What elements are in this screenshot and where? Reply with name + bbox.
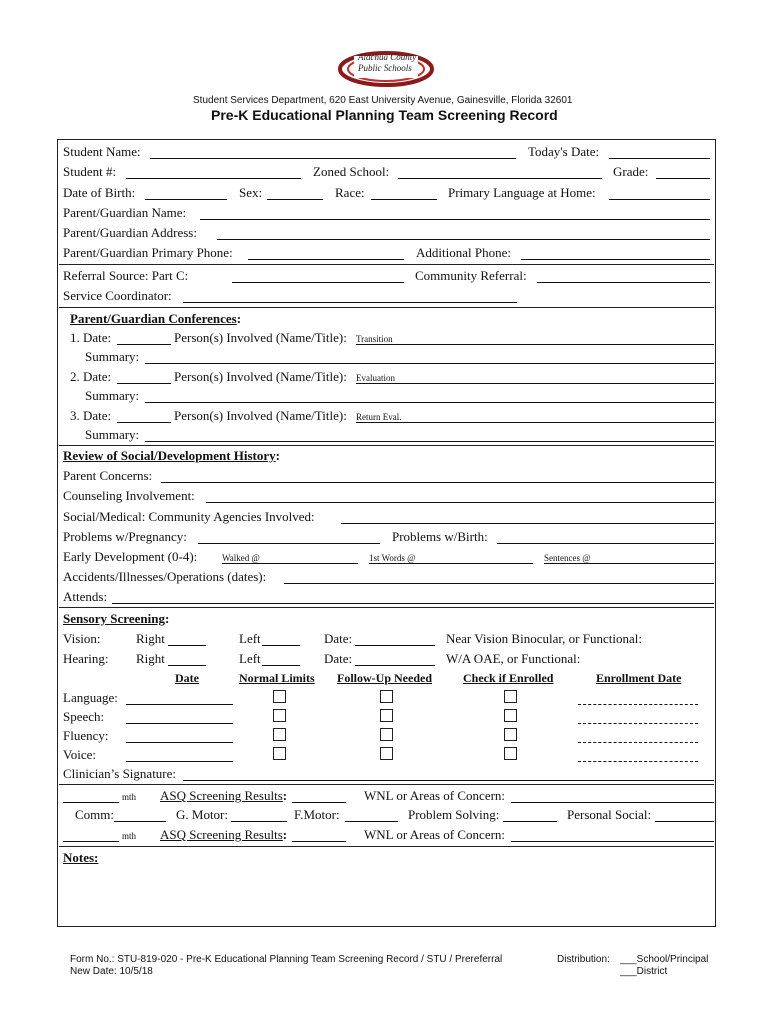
- walked-field[interactable]: [222, 563, 358, 564]
- col-header-enrollment-date: Enrollment Date: [596, 671, 682, 685]
- guardian-phone-label: Parent/Guardian Primary Phone:: [63, 245, 233, 260]
- sensory-heading: [63, 611, 169, 627]
- section-divider: [59, 307, 714, 308]
- asq2-results-label: [160, 827, 287, 843]
- voice-normal-checkbox[interactable]: [273, 747, 286, 760]
- language-followup-checkbox[interactable]: [380, 690, 393, 703]
- distribution-school[interactable]: ___School/Principal: [620, 954, 709, 965]
- hearing-label: Hearing:: [63, 651, 109, 666]
- fluency-date-field[interactable]: [126, 742, 233, 743]
- counseling-field[interactable]: [206, 502, 714, 503]
- sensory-heading-text: Sensory Screening: [63, 611, 165, 626]
- sensory-heading-colon: :: [164, 611, 170, 626]
- comm-field[interactable]: [114, 821, 166, 822]
- dob-label: Date of Birth:: [63, 185, 136, 200]
- asq1-wnl-label: WNL or Areas of Concern:: [364, 788, 506, 803]
- col-header-follow-up: Follow-Up Needed: [337, 671, 432, 685]
- gmotor-field[interactable]: [231, 821, 287, 822]
- voice-enrollment-date-field[interactable]: [578, 761, 698, 762]
- accidents-label: Accidents/Illnesses/Operations (dates):: [63, 569, 267, 584]
- new-date: New Date: 10/5/18: [70, 966, 153, 977]
- problem-solving-label: Problem Solving:: [408, 807, 500, 822]
- conference-3-summary-label: Summary:: [85, 427, 140, 442]
- vision-right-label: Right: [136, 631, 165, 646]
- asq2-results-field[interactable]: [292, 841, 346, 842]
- conference-2-summary-label: Summary:: [85, 388, 140, 403]
- voice-label: Voice:: [63, 747, 96, 762]
- asq1-months-field[interactable]: [63, 802, 119, 803]
- early-development-label: Early Development (0-4):: [63, 549, 198, 564]
- grade-field[interactable]: [656, 178, 710, 179]
- student-name-field[interactable]: [150, 158, 516, 159]
- clinician-signature-label: Clinician’s Signature:: [63, 766, 177, 781]
- gmotor-label: G. Motor:: [176, 807, 228, 822]
- form-number: Form No.: STU-819-020 - Pre-K Educational Planning Team Screening Record / STU / Prereferral: [70, 954, 503, 965]
- conference-2-date-label: 2. Date:: [70, 369, 112, 384]
- hearing-left-field[interactable]: [262, 665, 300, 666]
- sentences-label: Sentences @: [544, 553, 591, 563]
- race-field[interactable]: [371, 199, 437, 200]
- conference-2-date-field[interactable]: [117, 383, 171, 384]
- conference-1-summary-label: Summary:: [85, 349, 140, 364]
- speech-enrolled-checkbox[interactable]: [504, 709, 517, 722]
- todays-date-field[interactable]: [609, 158, 710, 159]
- fluency-label: Fluency:: [63, 728, 109, 743]
- community-referral-label: Community Referral:: [415, 268, 527, 283]
- first-words-label: 1st Words @: [369, 553, 416, 563]
- asq2-wnl-label: WNL or Areas of Concern:: [364, 827, 506, 842]
- asq2-wnl-field[interactable]: [511, 841, 714, 842]
- history-heading-colon: :: [275, 448, 280, 463]
- form-title: Pre-K Educational Planning Team Screening Record: [211, 107, 558, 123]
- section-divider: [59, 784, 714, 785]
- accidents-field[interactable]: [284, 583, 714, 584]
- language-label: Language:: [63, 690, 118, 705]
- hearing-left-label: Left: [239, 651, 261, 666]
- fluency-normal-checkbox[interactable]: [273, 728, 286, 741]
- birth-field[interactable]: [497, 543, 714, 544]
- community-referral-field[interactable]: [537, 282, 710, 283]
- parent-concerns-label: Parent Concerns:: [63, 468, 153, 483]
- notes-label: Notes:: [63, 850, 99, 865]
- social-medical-label: Social/Medical: Community Agencies Involved:: [63, 509, 315, 524]
- additional-phone-label: Additional Phone:: [416, 245, 511, 260]
- voice-enrolled-checkbox[interactable]: [504, 747, 517, 760]
- conferences-heading-text: Parent/Guardian Conferences: [70, 311, 237, 326]
- attends-field[interactable]: [112, 603, 714, 604]
- dob-field[interactable]: [145, 199, 227, 200]
- vision-right-field[interactable]: [168, 645, 206, 646]
- vision-date-field[interactable]: [355, 645, 435, 646]
- speech-followup-checkbox[interactable]: [380, 709, 393, 722]
- logo-text-line1: Alachua County: [358, 52, 417, 62]
- fluency-enrollment-date-field[interactable]: [578, 742, 698, 743]
- conference-1-summary-field[interactable]: [145, 363, 714, 364]
- speech-label: Speech:: [63, 709, 105, 724]
- guardian-name-label: Parent/Guardian Name:: [63, 205, 187, 220]
- oae-label: W/A OAE, or Functional:: [446, 651, 581, 666]
- conference-3-summary-field[interactable]: [145, 441, 714, 442]
- conference-1-date-label: 1. Date:: [70, 330, 112, 345]
- additional-phone-field[interactable]: [521, 259, 710, 260]
- col-header-check-enrolled: Check if Enrolled: [463, 671, 554, 685]
- counseling-label: Counseling Involvement:: [63, 488, 195, 503]
- conference-1-type: Transition: [356, 334, 393, 344]
- section-divider: [59, 445, 714, 446]
- primary-language-field[interactable]: [609, 199, 710, 200]
- history-heading: [63, 448, 280, 464]
- guardian-name-field[interactable]: [200, 219, 710, 220]
- student-number-label: Student #:: [63, 164, 117, 179]
- attends-label: Attends:: [63, 589, 108, 604]
- conference-2-persons-label: Person(s) Involved (Name/Title):: [174, 369, 347, 384]
- student-number-field[interactable]: [126, 178, 301, 179]
- personal-social-label: Personal Social:: [567, 807, 652, 822]
- voice-followup-checkbox[interactable]: [380, 747, 393, 760]
- referral-source-label: Referral Source: Part C:: [63, 268, 189, 283]
- first-words-field[interactable]: [369, 563, 533, 564]
- conferences-heading: [70, 311, 241, 327]
- sentences-field[interactable]: [544, 563, 714, 564]
- zoned-school-field[interactable]: [398, 178, 602, 179]
- asq1-mth-label: mth: [122, 792, 137, 802]
- asq2-results-text: ASQ Screening Results: [160, 827, 283, 842]
- fluency-enrolled-checkbox[interactable]: [504, 728, 517, 741]
- pregnancy-field[interactable]: [198, 543, 380, 544]
- clinician-signature-field[interactable]: [183, 780, 714, 781]
- primary-language-label: Primary Language at Home:: [448, 185, 596, 200]
- referral-source-field[interactable]: [232, 282, 404, 283]
- col-header-date: Date: [175, 671, 199, 685]
- conference-2-type: Evaluation: [356, 373, 395, 383]
- near-vision-label: Near Vision Binocular, or Functional:: [446, 631, 642, 646]
- pregnancy-label: Problems w/Pregnancy:: [63, 529, 187, 544]
- vision-date-label: Date:: [324, 631, 353, 646]
- parent-concerns-field[interactable]: [161, 482, 714, 483]
- problem-solving-field[interactable]: [503, 821, 557, 822]
- voice-date-field[interactable]: [126, 761, 233, 762]
- conference-1-date-field[interactable]: [117, 344, 171, 345]
- vision-left-label: Left: [239, 631, 261, 646]
- section-divider: [59, 846, 714, 847]
- language-date-field[interactable]: [126, 704, 233, 705]
- race-label: Race:: [335, 185, 365, 200]
- history-heading-text: Review of Social/Development History: [63, 448, 276, 463]
- department-address: Student Services Department, 620 East University Avenue, Gainesville, Florida 32601: [193, 95, 573, 106]
- personal-social-field[interactable]: [655, 821, 714, 822]
- logo-text-line2: Public Schools: [358, 63, 412, 73]
- asq1-results-field[interactable]: [292, 802, 346, 803]
- asq1-results-label: [160, 788, 287, 804]
- social-medical-field[interactable]: [341, 523, 714, 524]
- sex-field[interactable]: [267, 199, 323, 200]
- section-divider: [59, 264, 714, 265]
- zoned-school-label: Zoned School:: [313, 164, 390, 179]
- vision-label: Vision:: [63, 631, 101, 646]
- asq1-results-colon: :: [282, 788, 288, 803]
- conference-3-date-field[interactable]: [117, 422, 171, 423]
- conference-2-summary-field[interactable]: [145, 402, 714, 403]
- comm-label: Comm:: [75, 807, 115, 822]
- birth-label: Problems w/Birth:: [392, 529, 488, 544]
- speech-date-field[interactable]: [126, 723, 233, 724]
- conference-1-persons-label: Person(s) Involved (Name/Title):: [174, 330, 347, 345]
- guardian-phone-field[interactable]: [248, 259, 404, 260]
- student-name-label: Student Name:: [63, 144, 141, 159]
- service-coordinator-field[interactable]: [183, 302, 517, 303]
- speech-normal-checkbox[interactable]: [273, 709, 286, 722]
- distribution-district[interactable]: ___District: [620, 966, 668, 977]
- section-divider: [59, 607, 714, 608]
- conferences-heading-colon: :: [236, 311, 242, 326]
- guardian-address-field[interactable]: [217, 239, 710, 240]
- fmotor-label: F.Motor:: [294, 807, 340, 822]
- conference-3-date-label: 3. Date:: [70, 408, 112, 423]
- hearing-date-field[interactable]: [355, 665, 435, 666]
- service-coordinator-label: Service Coordinator:: [63, 288, 172, 303]
- language-enrolled-checkbox[interactable]: [504, 690, 517, 703]
- asq1-wnl-field[interactable]: [511, 802, 714, 803]
- conference-3-persons-label: Person(s) Involved (Name/Title):: [174, 408, 347, 423]
- walked-label: Walked @: [222, 553, 260, 563]
- conference-3-persons-field[interactable]: [356, 422, 714, 423]
- hearing-date-label: Date:: [324, 651, 353, 666]
- notes-area[interactable]: [58, 868, 714, 924]
- todays-date-label: Today's Date:: [528, 144, 600, 159]
- grade-label: Grade:: [613, 164, 649, 179]
- guardian-address-label: Parent/Guardian Address:: [63, 225, 197, 240]
- conference-2-persons-field[interactable]: [356, 383, 714, 384]
- hearing-right-label: Right: [136, 651, 165, 666]
- hearing-right-field[interactable]: [168, 665, 206, 666]
- fmotor-field[interactable]: [345, 821, 398, 822]
- sex-label: Sex:: [239, 185, 263, 200]
- speech-enrollment-date-field[interactable]: [578, 723, 698, 724]
- fluency-followup-checkbox[interactable]: [380, 728, 393, 741]
- conference-3-type: Return Eval.: [356, 412, 402, 422]
- district-logo: [336, 48, 436, 88]
- conference-1-persons-field[interactable]: [356, 344, 714, 345]
- language-normal-checkbox[interactable]: [273, 690, 286, 703]
- asq2-months-field[interactable]: [63, 841, 119, 842]
- col-header-normal-limits: Normal Limits: [239, 671, 315, 685]
- vision-left-field[interactable]: [262, 645, 300, 646]
- asq1-results-text: ASQ Screening Results: [160, 788, 283, 803]
- distribution-label: Distribution:: [557, 954, 610, 965]
- asq2-results-colon: :: [282, 827, 288, 842]
- language-enrollment-date-field[interactable]: [578, 704, 698, 705]
- asq2-mth-label: mth: [122, 831, 137, 841]
